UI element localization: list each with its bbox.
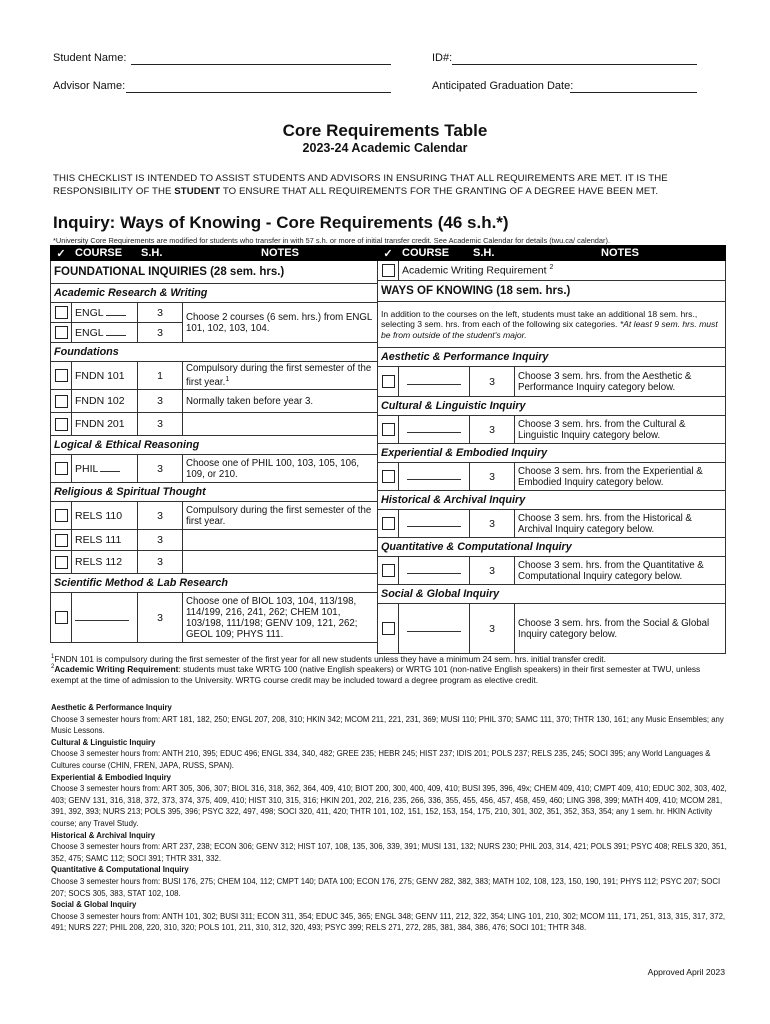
category-block xyxy=(51,772,731,830)
engl-1-checkbox[interactable] xyxy=(55,306,68,319)
cat3-sh: 3 xyxy=(470,463,515,491)
rels111-note xyxy=(183,530,378,551)
engl-1-number-field[interactable] xyxy=(106,306,126,316)
cat5-checkbox[interactable] xyxy=(382,564,395,577)
fndn102-note: Normally taken before year 3. xyxy=(183,390,378,413)
fndn101-footnote-ref: 1 xyxy=(225,375,230,383)
fndn101-course: FNDN 101 xyxy=(72,362,138,390)
footnote-2 xyxy=(51,662,729,686)
cat1-note: Choose 3 sem. hrs. from the Aesthetic & Performance Inquiry category below. xyxy=(515,367,726,397)
cat2-sh: 3 xyxy=(470,416,515,444)
fn2-text: : students must take WRTG 100 (native English speakers) or WRTG 101 (non-native English speakers) in their first semester at TWU, unless exempt at the time of admission to the University. WRTG course credit may be included toward a degree program as elective credit. xyxy=(51,663,701,685)
cat5-note: Choose 3 sem. hrs. from the Quantitative & Computational Inquiry category below. xyxy=(515,557,726,585)
cat3-course-field[interactable] xyxy=(407,470,461,480)
student-name-label: Student Name: xyxy=(53,52,127,64)
check-header: ✓ xyxy=(51,246,72,261)
category-text: Choose 3 semester hours from: ART 305, 306, 307; BIOL 316, 318, 362, 364, 409, 410; BIOT 200, 300, 400, 409, 410; BUSI 395, 396, 49x; CHEM 409, 410; CMPT 409, 410; EDUC 302, 303, 402, 403; GENV 131, 316, 318, 372, 373, 374, 375, 409, 410; HIST 310, 315, 316; HKIN 201, 202, 216, 235, 266, 336, 355, 455, 456, 457, 458, 459, 460; LING 398, 399; MATH 409, 410; MCOM 281, 391, 392, 393; NURS 213; POLS 395, 396; PSYC 322, 497, 498; SOCI 320, 411, 420; THTR 101, 102, 151, 152, 153, 154, 175, 210, 301, 302, 351, 352, 353, 354; any 1 sem. hr. HKIN Activity course; any Travel Study. xyxy=(51,784,727,828)
category-text: Choose 3 semester hours from: BUSI 176, 275; CHEM 104, 112; CMPT 140; DATA 100; ECON 176, 275; GENV 282, 382, 383; MATH 102, 108, 123, 150, 190, 191; PHYS 112; PSYC 207; SOCI 207; SOCS 305, 383, STAT 102, 108. xyxy=(51,876,721,898)
fn1-marker: 1 xyxy=(51,654,55,660)
cat5-heading: Quantitative & Computational Inquiry xyxy=(378,538,726,557)
cat6-sh: 3 xyxy=(470,604,515,654)
category-heading: Cultural & Linguistic Inquiry xyxy=(51,737,156,747)
category-heading: Aesthetic & Performance Inquiry xyxy=(51,703,172,712)
category-block xyxy=(51,899,731,934)
cat2-course-field[interactable] xyxy=(407,423,461,433)
logical-heading: Logical & Ethical Reasoning xyxy=(51,436,378,455)
page-title: Core Requirements Table xyxy=(282,121,488,140)
category-descriptions xyxy=(51,702,731,934)
category-block xyxy=(51,830,731,865)
section-heading: Inquiry: Ways of Knowing - Core Requirements (46 s.h.*) xyxy=(53,213,509,232)
cat1-course-field[interactable] xyxy=(407,375,461,385)
category-heading: Quantitative & Computational Inquiry xyxy=(51,865,189,875)
category-text: Choose 3 semester hours from: ANTH 210, 395; EDUC 496; ENGL 334, 340, 482; GREE 235; HEBR 245; HIST 237; IDIS 201; POLS 237; RELS 235, 245; SOCI 395; any World Languages & Cultures course (CHIN, FREN, JAPA, RUSS, SPAN). xyxy=(51,749,711,770)
awr-checkbox[interactable] xyxy=(382,264,395,277)
cat4-sh: 3 xyxy=(470,510,515,538)
advisor-name-label: Advisor Name: xyxy=(53,80,126,92)
category-block xyxy=(51,702,731,737)
wok-heading: WAYS OF KNOWING (18 sem. hrs.) xyxy=(378,281,726,302)
cat4-course-field[interactable] xyxy=(407,517,461,527)
id-field[interactable] xyxy=(452,52,697,65)
fn2-bold: Academic Writing Requirement xyxy=(54,663,179,674)
foundations-heading: Foundations xyxy=(51,343,378,362)
cat3-note: Choose 3 sem. hrs. from the Experiential & Embodied Inquiry category below. xyxy=(515,463,726,491)
category-text: Choose 3 semester hours from: ART 237, 238; ECON 306; GENV 312; HIST 107, 108, 135, 306, 339, 391; MUSI 131, 132; NURS 230; PHIL 203, 314, 421; POLS 391; PSYC 408; RELS 320, 351, 352, 475; SAMC 112; SOCI 391; THTR 331, 332. xyxy=(51,842,727,863)
right-table-header xyxy=(378,246,726,261)
cat3-checkbox[interactable] xyxy=(382,470,395,483)
engl-1-course: ENGL xyxy=(75,307,104,319)
cat5-course-field[interactable] xyxy=(407,564,461,574)
phil-course: PHIL xyxy=(75,463,99,475)
cat6-course-field[interactable] xyxy=(407,622,461,632)
fndn201-note xyxy=(183,413,378,436)
rels110-sh: 3 xyxy=(138,502,183,530)
category-block xyxy=(51,737,731,772)
rels110-checkbox[interactable] xyxy=(55,509,68,522)
cat1-heading: Aesthetic & Performance Inquiry xyxy=(378,348,726,367)
intro-paragraph xyxy=(53,172,725,198)
grad-date-field[interactable] xyxy=(570,80,697,93)
rels112-sh: 3 xyxy=(138,551,183,574)
approved-date: Approved April 2023 xyxy=(647,967,725,977)
cat2-heading: Cultural & Linguistic Inquiry xyxy=(378,397,726,416)
category-heading: Social & Global Inquiry xyxy=(51,900,137,910)
rels112-course: RELS 112 xyxy=(72,551,138,574)
cat3-heading: Experiential & Embodied Inquiry xyxy=(378,444,726,463)
fndn102-course: FNDN 102 xyxy=(72,390,138,413)
rels111-checkbox[interactable] xyxy=(55,534,68,547)
cat4-heading: Historical & Archival Inquiry xyxy=(378,491,726,510)
cat1-sh: 3 xyxy=(470,367,515,397)
wok-note xyxy=(378,302,726,348)
sci-checkbox[interactable] xyxy=(55,611,68,624)
course-header: COURSE xyxy=(72,246,138,261)
notes-header: NOTES xyxy=(183,246,378,261)
intro-part1: THIS CHECKLIST IS INTENDED TO ASSIST STUDENTS AND ADVISORS IN ENSURING THAT ALL REQUIREMENTS ARE MET. IT IS THE RESPONSIBILITY OF THE xyxy=(53,173,668,197)
rels111-course: RELS 111 xyxy=(72,530,138,551)
rels112-note xyxy=(183,551,378,574)
sh-header: S.H. xyxy=(138,246,183,261)
grad-date-label: Anticipated Graduation Date: xyxy=(432,80,574,92)
cat1-checkbox[interactable] xyxy=(382,375,395,388)
left-table-header xyxy=(51,246,378,261)
student-name-field[interactable] xyxy=(131,52,391,65)
fndn201-sh: 3 xyxy=(138,413,183,436)
religious-heading: Religious & Spiritual Thought xyxy=(51,483,378,502)
cat6-note: Choose 3 sem. hrs. from the Social & Global Inquiry category below. xyxy=(515,604,726,654)
cat6-checkbox[interactable] xyxy=(382,622,395,635)
rels112-checkbox[interactable] xyxy=(55,556,68,569)
wok-note-text: In addition to the courses on the left, students must take an additional 18 sem. hrs., selecting 3 sem. hrs. from each of the following six categories. xyxy=(381,308,698,330)
notes-header-right: NOTES xyxy=(515,246,726,261)
cat4-note: Choose 3 sem. hrs. from the Historical & Archival Inquiry category below. xyxy=(515,510,726,538)
fn2-marker: 2 xyxy=(51,664,55,670)
id-label: ID#: xyxy=(432,52,453,64)
engl-2-sh: 3 xyxy=(138,323,183,343)
fndn201-course: FNDN 201 xyxy=(72,413,138,436)
rels111-sh: 3 xyxy=(138,530,183,551)
sci-note: Choose one of BIOL 103, 104, 113/198, 114/199, 216, 241, 262; CHEM 101, 103/198, 111/198; GENV 109, 121, 262; GEOL 109; PHYS 111. xyxy=(183,593,378,643)
advisor-name-field[interactable] xyxy=(126,80,391,93)
check-header-right: ✓ xyxy=(378,246,399,261)
fndn201-checkbox[interactable] xyxy=(55,418,68,431)
sh-header-right: S.H. xyxy=(470,246,515,261)
asterisk-note: *University Core Requirements are modified for students who transfer in with 57 s.h. or more of initial transfer credit. See Academic Calendar for details (twu.ca/ calendar). xyxy=(53,236,611,245)
category-heading: Historical & Archival Inquiry xyxy=(51,830,156,840)
academic-research-heading: Academic Research & Writing xyxy=(51,284,378,303)
engl-2-number-field[interactable] xyxy=(106,326,126,336)
engl-2-checkbox[interactable] xyxy=(55,326,68,339)
wok-note-italic: *At least 9 sem. hrs. must be from outside of the student's major. xyxy=(381,319,718,340)
foundational-heading: FOUNDATIONAL INQUIRIES (28 sem. hrs.) xyxy=(51,261,378,284)
awr-label: Academic Writing Requirement xyxy=(402,264,547,277)
cat6-heading: Social & Global Inquiry xyxy=(378,585,726,604)
ways-of-knowing-table xyxy=(377,245,726,654)
scientific-heading: Scientific Method & Lab Research xyxy=(51,574,378,593)
cat2-checkbox[interactable] xyxy=(382,423,395,436)
phil-checkbox[interactable] xyxy=(55,462,68,475)
awr-footnote-ref: 2 xyxy=(549,264,554,272)
fndn102-sh: 3 xyxy=(138,390,183,413)
engl-2-course: ENGL xyxy=(75,327,104,339)
fndn101-sh: 1 xyxy=(138,362,183,390)
category-block xyxy=(51,864,731,899)
fndn102-checkbox[interactable] xyxy=(55,395,68,408)
rels110-course: RELS 110 xyxy=(72,502,138,530)
phil-sh: 3 xyxy=(138,455,183,483)
intro-part2: TO ENSURE THAT ALL REQUIREMENTS FOR THE GRANTING OF A DEGREE HAVE BEEN MET. xyxy=(220,186,659,197)
cat5-sh: 3 xyxy=(470,557,515,585)
sci-sh: 3 xyxy=(138,593,183,643)
fndn101-checkbox[interactable] xyxy=(55,369,68,382)
phil-note: Choose one of PHIL 100, 103, 105, 106, 109, or 210. xyxy=(183,455,378,483)
fn1-text: FNDN 101 is compulsory during the first semester of the first year for all new students unless they have a minimum 24 sem. hrs. initial transfer credit. xyxy=(54,653,606,664)
sci-course-field[interactable] xyxy=(75,611,129,621)
category-text: Choose 3 semester hours from: ART 181, 182, 250; ENGL 207, 208, 310; HKIN 342; MCOM 211, 221, 231, 369; MUSI 110; PHIL 370; SAMC 111, 370; THTR 130, 161; any Music Ensembles; any Music Lessons. xyxy=(51,714,724,736)
fndn101-note: Compulsory during the first semester of the first year. xyxy=(186,362,372,389)
engl-1-sh: 3 xyxy=(138,303,183,323)
cat4-checkbox[interactable] xyxy=(382,517,395,530)
intro-bold: STUDENT xyxy=(174,186,221,197)
foundational-table xyxy=(50,245,378,643)
page-subtitle: 2023-24 Academic Calendar xyxy=(302,141,468,155)
engl-note: Choose 2 courses (6 sem. hrs.) from ENGL 101, 102, 103, 104. xyxy=(183,303,378,343)
category-text: Choose 3 semester hours from: ANTH 101, 302; BUSI 311; ECON 311, 354; EDUC 345, 365; ENGL 348; GENV 111, 212, 322, 354; LING 101, 210, 302; MCOM 111, 171, 251, 313, 315, 317, 372, 491; NURS 227; PHIL 208, 220, 310, 320; POLS 101, 211, 310, 312, 320, 493; PSYC 399; RELS 271, 272, 285, 381, 384, 386, 476; SOCI 101; THTR 348. xyxy=(51,911,726,933)
cat2-note: Choose 3 sem. hrs. from the Cultural & Linguistic Inquiry category below. xyxy=(515,416,726,444)
phil-number-field[interactable] xyxy=(100,462,120,472)
category-heading: Experiential & Embodied Inquiry xyxy=(51,772,172,782)
course-header-right: COURSE xyxy=(399,246,470,261)
rels110-note: Compulsory during the first semester of the first year. xyxy=(183,502,378,530)
